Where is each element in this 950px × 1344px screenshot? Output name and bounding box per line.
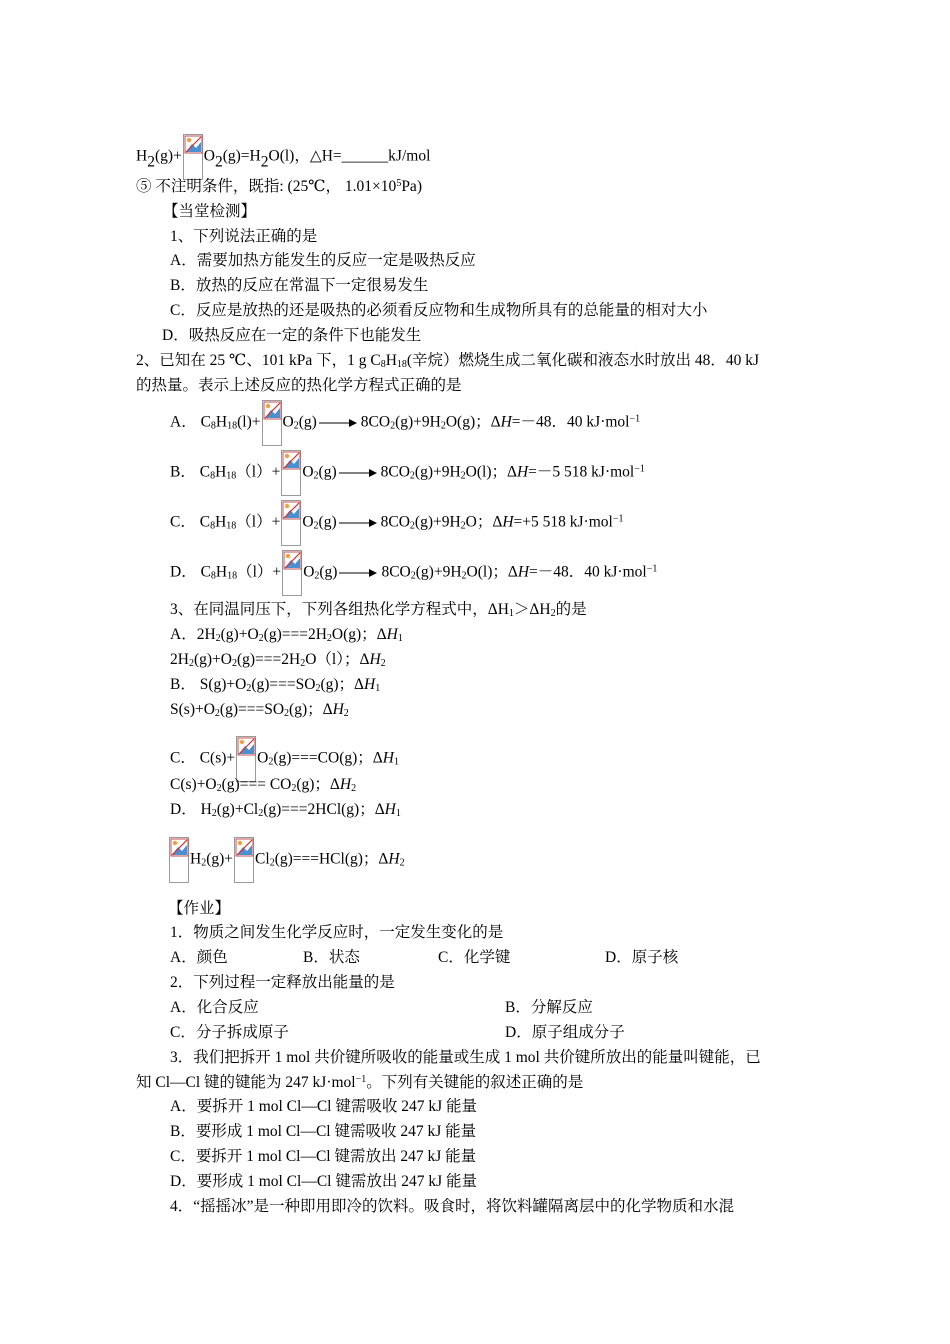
q3-option-b2: $S(s)+O_2(g)===SO_2(g)$；$\Delta H_2$ <box>170 701 349 719</box>
hw1-option-b: B．状态 <box>303 949 360 966</box>
eq-line: $H_2(g)+$ $O_2(g)=H_2O(l)$，△H=______kJ/mol <box>136 134 430 180</box>
reaction-arrow-icon <box>319 418 359 428</box>
reaction-arrow-icon <box>339 518 379 528</box>
hw1-option-a: A．颜色 <box>170 949 228 966</box>
section-check-heading: 【当堂检测】 <box>163 203 257 220</box>
q3-option-c1: C． C(s)+ $O_2(g)===CO(g)$；$\Delta H_1$ <box>170 736 399 782</box>
hw3-stem-line2: 知 Cl—Cl 键的键能为 247 kJ·mol$^{-1}$。下列有关键能的叙述正确的是 <box>136 1074 584 1091</box>
hw4-stem: 4．“摇摇冰”是一种即用即冷的饮料。吸食时，将饮料罐隔离层中的化学物质和水混 <box>170 1198 735 1215</box>
q3-option-b1: B． $S(g)+O_2(g)===SO_2(g)$；$\Delta H_1$ <box>170 676 381 694</box>
q1-option-b: B．放热的反应在常温下一定很易发生 <box>170 277 429 294</box>
q3-option-d2: $H_2(g)+$ $Cl_2(g)===HCl(g)$；$\Delta H_2$ <box>168 837 405 883</box>
hw1-option-d: D．原子核 <box>605 949 679 966</box>
note-5: ⑤ 不注明条件，既指: (25℃， $1.01\times 10^5Pa$) <box>136 178 422 195</box>
hw2-option-b: B．分解反应 <box>505 999 593 1016</box>
hw3-option-b: B．要形成 1 mol Cl—Cl 键需吸收 247 kJ 能量 <box>170 1123 477 1140</box>
q2-option-a: A． $C_8H_{18}(l)+$ $O_2(g)$ $8CO_2(g)+9H_2O(g)$；ΔH=－48．40 kJ·mol$^{-1}$ <box>170 400 640 446</box>
broken-image-icon <box>183 134 203 180</box>
q1-stem: 1、下列说法正确的是 <box>170 228 318 245</box>
hw3-stem-line1: 3．我们把拆开 1 mol 共价键所吸收的能量或生成 1 mol 共价键所放出的能量叫键能，已 <box>170 1049 761 1066</box>
q3-option-a2: $2H_2(g)+O_2(g)===2H_2O(l)$；$\Delta H_2$ <box>170 651 386 669</box>
q1-option-c: C．反应是放热的还是吸热的必须看反应物和生成物所具有的总能量的相对大小 <box>170 302 708 319</box>
hw3-option-d: D．要形成 1 mol Cl—Cl 键需放出 247 kJ 能量 <box>170 1173 478 1190</box>
q1-option-a: A．需要加热方能发生的反应一定是吸热反应 <box>170 252 476 269</box>
q3-option-d1: D． $H_2(g)+Cl_2(g)===2HCl(g)$；$\Delta H_1$ <box>170 801 401 819</box>
hw1-option-c: C．化学键 <box>438 949 511 966</box>
reaction-arrow-icon <box>339 568 379 578</box>
broken-image-icon <box>282 550 302 596</box>
broken-image-icon <box>169 837 189 883</box>
q2-option-d: D． $C_8H_{18}(l)+$ $O_2(g)$ $8CO_2(g)+9H_2O(l)$；ΔH=－48．40 kJ·mol$^{-1}$ <box>170 550 657 596</box>
hw2-option-a: A．化合反应 <box>170 999 259 1016</box>
broken-image-icon <box>234 837 254 883</box>
broken-image-icon <box>281 450 301 496</box>
q2-option-c: C． $C_8H_{18}(l)+$ $O_2(g)$ $8CO_2(g)+9H_2O$；ΔH=+5 518 kJ·mol$^{-1}$ <box>170 500 623 546</box>
hw3-option-c: C．要拆开 1 mol Cl—Cl 键需放出 247 kJ 能量 <box>170 1148 477 1165</box>
hw2-option-d: D．原子组成分子 <box>505 1024 625 1041</box>
q3-stem: 3、在同温同压下，下列各组热化学方程式中，$\Delta H_1>\Delta H_2$的是 <box>170 601 587 619</box>
hw1-stem: 1．物质之间发生化学反应时，一定发生变化的是 <box>170 924 504 941</box>
q2-stem-line2: 的热量。表示上述反应的热化学方程式正确的是 <box>136 377 462 394</box>
q3-option-c2: $C(s)+O_2(g)=== CO_2(g)$；$\Delta H_2$ <box>170 776 357 794</box>
q2-stem-line1: 2、已知在 25 ℃、101 kPa 下，1 g $C_8H_{18}$(辛烷）燃烧生成二氧化碳和液态水时放出 48．40 kJ <box>136 352 760 370</box>
q2-option-b: B． $C_8H_{18}(l)+$ $O_2(g)$ $8CO_2(g)+9H_2O(l)$；ΔH=－5 518 kJ·mol$^{-1}$ <box>170 450 645 496</box>
hw2-option-c: C．分子拆成原子 <box>170 1024 289 1041</box>
hw3-option-a: A．要拆开 1 mol Cl—Cl 键需吸收 247 kJ 能量 <box>170 1098 478 1115</box>
q3-option-a1: A．$2H_2(g)+O_2(g)===2H_2O(g)$；$\Delta H_1$ <box>170 626 403 644</box>
section-homework-heading: 【作业】 <box>168 900 231 917</box>
reaction-arrow-icon <box>339 468 379 478</box>
q1-option-d: D．吸热反应在一定的条件下也能发生 <box>162 327 422 344</box>
hw2-stem: 2．下列过程一定释放出能量的是 <box>170 974 395 991</box>
broken-image-icon <box>262 400 282 446</box>
broken-image-icon <box>281 500 301 546</box>
